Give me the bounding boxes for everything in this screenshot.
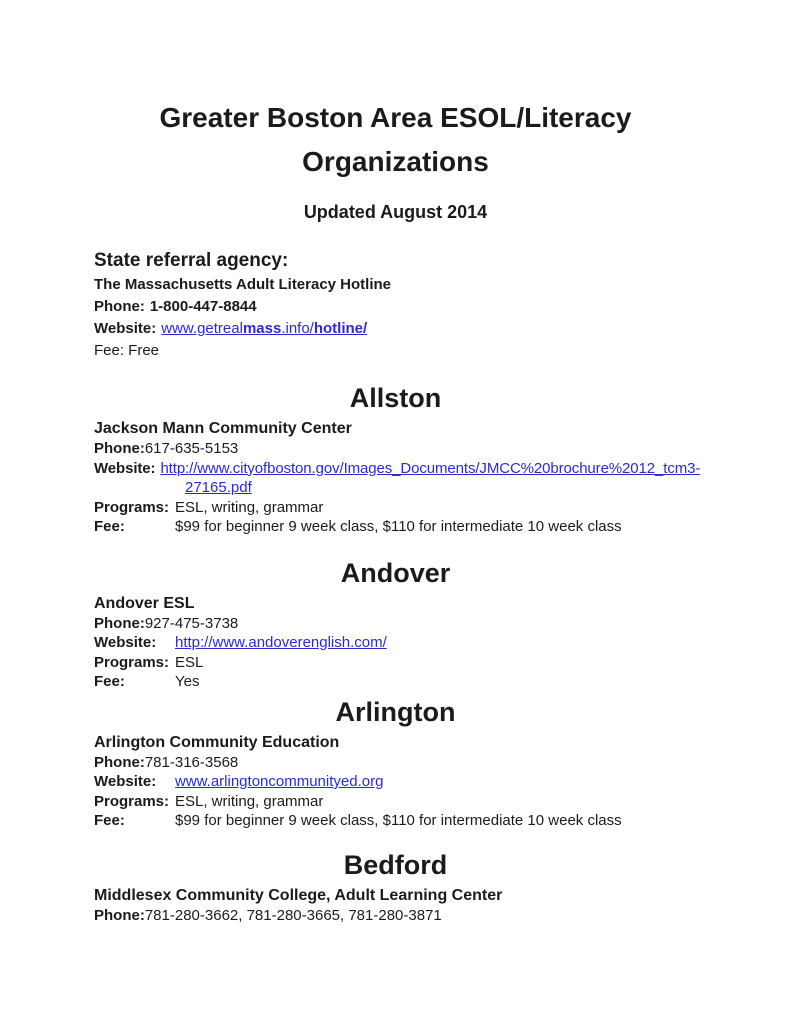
- fee-value: Yes: [175, 673, 200, 690]
- website-link[interactable]: http://www.andoverenglish.com/: [175, 634, 387, 651]
- programs-label: Programs:: [94, 653, 170, 671]
- website-row: [94, 633, 697, 653]
- fee-row: [94, 517, 697, 537]
- phone-row: [94, 906, 697, 926]
- phone-row: [94, 439, 697, 459]
- fee-value: $99 for beginner 9 week class, $110 for intermediate 10 week class: [175, 518, 622, 535]
- link-segment-bold: mass: [242, 320, 282, 337]
- programs-row: [94, 653, 697, 673]
- referral-fee: Fee: Free: [94, 342, 160, 359]
- phone-label: Phone:: [94, 614, 145, 632]
- fee-row: [94, 672, 697, 692]
- website-label: Website:: [94, 459, 156, 477]
- programs-value: ESL: [175, 653, 204, 671]
- state-referral-section: [94, 248, 697, 362]
- city-heading-arlington: Arlington: [335, 696, 456, 727]
- phone-value: 1-800-447-8844: [149, 298, 257, 315]
- website-row: [94, 772, 697, 792]
- website-link[interactable]: www.arlingtoncommunityed.org: [175, 773, 384, 790]
- phone-value: 617-635-5153: [144, 440, 239, 457]
- org-name: Andover ESL: [94, 594, 195, 612]
- link-segment-bold: hotline/: [313, 320, 368, 337]
- city-section-andover: [94, 555, 697, 692]
- fee-label: Fee:: [94, 518, 125, 535]
- updated-date: Updated August 2014: [303, 202, 488, 222]
- org-name: Arlington Community Education: [94, 733, 340, 751]
- website-label: Website:: [94, 634, 157, 651]
- fee-label: Fee:: [94, 812, 125, 829]
- city-heading-bedford: Bedford: [343, 849, 448, 880]
- city-heading-allston: Allston: [349, 383, 442, 413]
- city-section-arlington: [94, 694, 697, 831]
- website-label: Website:: [94, 320, 157, 337]
- referral-org-name: The Massachusetts Adult Literacy Hotline: [94, 276, 392, 293]
- phone-value: 781-280-3662, 781-280-3665, 781-280-3871: [144, 906, 442, 924]
- phone-label: Phone:: [94, 753, 145, 771]
- fee-value: $99 for beginner 9 week class, $110 for intermediate 10 week class: [175, 812, 622, 829]
- programs-value: ESL, writing, grammar: [175, 792, 324, 810]
- title-line-2: Organizations: [302, 146, 489, 177]
- referral-phone-row: [94, 296, 697, 318]
- programs-label: Programs:: [94, 792, 170, 810]
- website-row: [94, 459, 701, 479]
- phone-label: Phone:: [94, 906, 145, 924]
- phone-row: [94, 753, 697, 773]
- phone-label: Phone:: [94, 298, 145, 315]
- referral-website-row: [94, 318, 697, 340]
- programs-label: Programs:: [94, 498, 170, 516]
- city-heading-andover: Andover: [340, 557, 451, 588]
- website-link[interactable]: http://www.cityofboston.gov/Images_Documents/JMCC%20brochure%2012_tcm3-: [160, 459, 701, 477]
- website-link-line2[interactable]: 27165.pdf: [185, 479, 252, 496]
- page-title: [94, 96, 697, 184]
- website-label: Website:: [94, 773, 157, 790]
- website-row-continued: [94, 478, 697, 498]
- programs-row: [94, 498, 697, 518]
- programs-row: [94, 792, 697, 812]
- fee-row: [94, 811, 697, 831]
- link-segment: .info/: [281, 320, 314, 337]
- phone-row: [94, 614, 697, 634]
- city-section-allston: [94, 380, 701, 537]
- link-segment: www.getreal: [161, 320, 243, 337]
- referral-website-link[interactable]: [161, 320, 367, 337]
- phone-label: Phone:: [94, 440, 145, 457]
- title-line-1: Greater Boston Area ESOL/Literacy: [159, 102, 632, 133]
- org-name: Middlesex Community College, Adult Learning Center: [94, 886, 503, 904]
- fee-label: Fee:: [94, 673, 125, 690]
- org-name: Jackson Mann Community Center: [94, 420, 352, 437]
- city-section-bedford: [94, 847, 697, 926]
- referral-heading: State referral agency:: [94, 250, 289, 271]
- programs-value: ESL, writing, grammar: [175, 498, 324, 516]
- phone-value: 927-475-3738: [144, 614, 239, 632]
- phone-value: 781-316-3568: [144, 753, 239, 771]
